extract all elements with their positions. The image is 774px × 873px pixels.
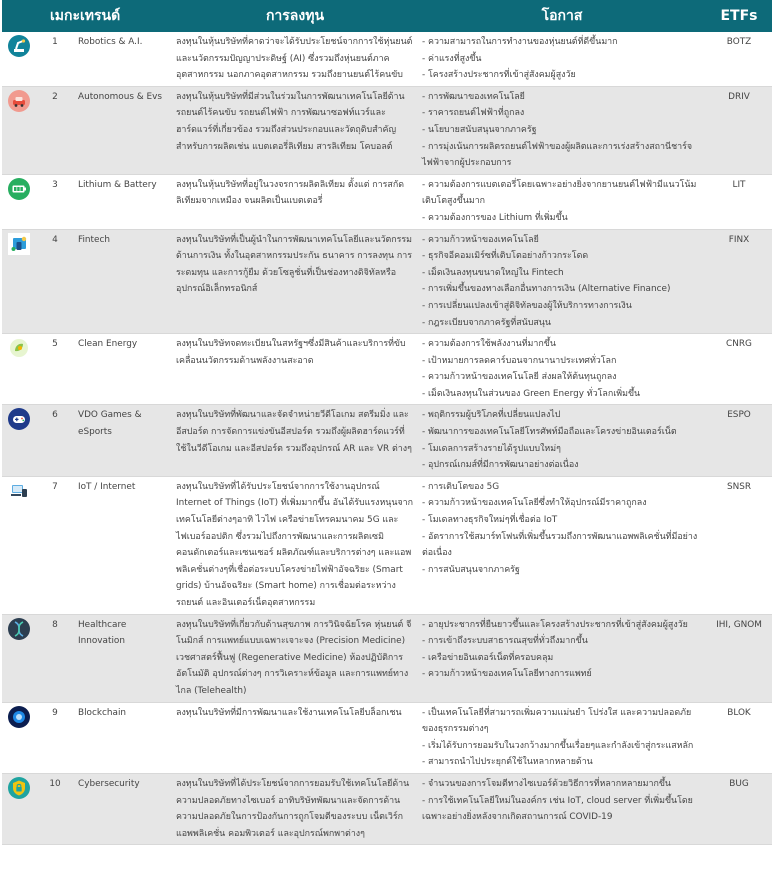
opportunity-list [422, 177, 702, 227]
row-number: 7 [36, 476, 74, 614]
opportunity-item: - เป้าหมายการลดคาร์บอนจากนานาประเทศทั่วโลก [422, 355, 617, 366]
opportunity-item: - โมเดลทางธุรกิจใหม่ๆที่เชื่อต่อ IoT [422, 515, 558, 526]
iot-devices-icon [8, 480, 30, 502]
opportunity-item: - การเติบโตของ 5G [422, 481, 500, 492]
gamepad-icon [8, 408, 30, 430]
opportunity-item: - นโยบายสนับสนุนจากภาครัฐ [422, 124, 537, 135]
opportunity-cell [418, 702, 706, 773]
opportunity-list [422, 336, 702, 402]
etf-ticker: BOTZ [706, 32, 772, 86]
opportunity-cell [418, 614, 706, 702]
table-row [2, 476, 772, 614]
header-etfs: ETFs [706, 0, 772, 32]
investment-description: ลงทุนในบริษัทที่เป็นผู้นำในการพัฒนาเทคโนโลยีและนวัตกรรมด้านการเงิน ทั้งในอุตสาหกรรมประกัน ธนาคาร การลงทุน การระดมทุน และการกู้ยืม ด้วยโซลูชั่นที่เป็นช่องทางดิจิทัลหรืออุปกรณ์อิเล็กทรอนิกส์ [172, 229, 418, 334]
opportunity-cell [418, 334, 706, 405]
opportunity-item: - ความก้าวหน้าของเทคโนโลยี [422, 234, 539, 245]
opportunity-list [422, 89, 702, 172]
opportunity-item: - กฎระเบียบจากภาครัฐที่สนับสนุน [422, 317, 551, 328]
megatrend-name: Fintech [74, 229, 172, 334]
row-icon-cell [2, 334, 36, 405]
security-lock-icon [8, 777, 30, 799]
investment-description: ลงทุนในบริษัทที่ได้ประโยชน์จากการยอมรับใช้เทคโนโลยีด้านความปลอดภัยทางไซเบอร์ อาทิบริษัทพัฒนาและจัดการด้านความปลอดภัยในการป้องกันการถูกโจมตีของระบบ เน็ตเวิร์ก แอพพลิเคชั่น คอมพิวเตอร์ และอุปกรณ์พกพาต่างๆ [172, 773, 418, 844]
etf-ticker: BUG [706, 773, 772, 844]
opportunity-item: - ความต้องการใช้พลังงานที่มากขึ้น [422, 339, 556, 350]
opportunity-cell [418, 405, 706, 476]
row-number: 1 [36, 32, 74, 86]
row-number: 2 [36, 86, 74, 174]
opportunity-item: - พฤติกรรมผู้บริโภคที่เปลี่ยนแปลงไป [422, 410, 561, 421]
header-icon-spacer [2, 0, 36, 32]
opportunity-item: - เริ่มได้รับการยอมรับในวงกว้างมากขึ้นเรื่อยๆและกำลังเข้าสู่กระแสหลัก [422, 740, 694, 751]
clean-energy-icon [8, 337, 30, 359]
opportunity-cell [418, 32, 706, 86]
opportunity-item: - การพัฒนาของเทคโนโลยี [422, 91, 525, 102]
table-row [2, 174, 772, 229]
megatrend-name: IoT / Internet [74, 476, 172, 614]
etf-ticker: IHI, GNOM [706, 614, 772, 702]
opportunity-item: - เครือข่ายอินเตอร์เน็ตที่ครอบคลุม [422, 652, 554, 663]
opportunity-list [422, 776, 702, 826]
opportunity-item: - ความก้าวหน้าของเทคโนโลยี ส่งผลให้ต้นทุนถูกลง [422, 372, 617, 383]
etf-ticker: CNRG [706, 334, 772, 405]
row-icon-cell [2, 86, 36, 174]
opportunity-list [422, 705, 702, 771]
table-row [2, 32, 772, 86]
opportunity-list [422, 479, 702, 579]
megatrend-name: Clean Energy [74, 334, 172, 405]
row-icon-cell [2, 476, 36, 614]
opportunity-item: - การเปลี่ยนแปลงเข้าสู่ดิจิทัลของผู้ให้บริการทางการเงิน [422, 300, 632, 311]
investment-description: ลงทุนในหุ้นบริษัทที่อยู่ในวงจรการผลิตลิเทียม ตั้งแต่ การสกัดลิเทียมจากเหมือง จนผลิตเป็นแบตเตอรี่ [172, 174, 418, 229]
investment-description: ลงทุนในหุ้นบริษัทที่คาดว่าจะได้รับประโยชน์จากการใช้หุ่นยนต์และนวัตกรรมปัญญาประดิษฐ์ (AI) ซึ่งรวมถึงหุ่นยนต์ภาคอุตสาหกรรม นอกภาคอุตสาหกรรม รวมถึงยานยนต์ไร้คนขับ [172, 32, 418, 86]
investment-description: ลงทุนในบริษัทที่ได้รับประโยชน์จากการใช้งานอุปกรณ์ Internet of Things (IoT) ที่เพิ่มมากขึ้น อันได้รับแรงหนุนจากเทคโนโลยีต่างๆอาทิ ไวไฟ เครือข่ายโทรคมนาคม 5G และไฟเบอร์ออปติก ซึ่งรวมไปถึงการพัฒนาและการผลิตเซมิคอนดักเตอร์และเซนเซอร์ ผลิตภัณฑ์และบริการต่างๆ และแอพพลิเคชั่นต่างๆที่เชื่อต่อระบบโครงข่ายไฟฟ้าอัจฉริยะ (Smart grids) บ้านอัจฉริยะ (Smart home) การเชื่อมต่อระหว่างรถยนต์ และอินเตอร์เน็ตอุตสาหกรรม [172, 476, 418, 614]
row-number: 5 [36, 334, 74, 405]
investment-description: ลงทุนในหุ้นบริษัทที่มีส่วนในร่วมในการพัฒนาเทคโนโลยีด้านรถยนต์ไร้คนขับ รถยนต์ไฟฟ้า การพัฒนาซอฟท์แวร์และฮาร์ดแวร์ที่เกี่ยวข้อง รวมถึงส่วนประกอบและวัตถุดิบสำคัญสำหรับการผลิตเช่น แบตเตอรี่ลิเทียม สารลิเทียม โคบอลต์ [172, 86, 418, 174]
opportunity-cell [418, 229, 706, 334]
investment-description: ลงทุนในบริษัทที่มีการพัฒนาและใช้งานเทคโนโลยีบล็อกเชน [172, 702, 418, 773]
row-number: 4 [36, 229, 74, 334]
investment-description: ลงทุนในบริษัทที่เกี่ยวกับด้านสุขภาพ การวินิจฉัยโรค หุ่นยนต์ จีโนมิกส์ การแพทย์แบบเฉพาะเจาะจง (Precision Medicine) เวชศาสตร์ฟื้นฟู (Regenerative Medicine) ห้องปฏิบัติการอัตโนมัติ อุปกรณ์ต่างๆ การวิเคราะห์ข้อมูล และการแพทย์ทางไกล (Telehealth) [172, 614, 418, 702]
opportunity-cell [418, 476, 706, 614]
etf-ticker: ESPO [706, 405, 772, 476]
opportunity-item: - โครงสร้างประชากรที่เข้าสู่สังคมผู้สูงวัย [422, 70, 576, 81]
opportunity-item: - การสนับสนุนจากภาครัฐ [422, 564, 520, 575]
megatrend-name: Blockchain [74, 702, 172, 773]
etf-ticker: FINX [706, 229, 772, 334]
header-row [2, 0, 772, 32]
table-row [2, 614, 772, 702]
table-row [2, 702, 772, 773]
megatrend-name: Cybersecurity [74, 773, 172, 844]
megatrend-name: Lithium & Battery [74, 174, 172, 229]
opportunity-item: - ค่าแรงที่สูงขึ้น [422, 53, 482, 64]
opportunity-item: - โมเดลการสร้างรายได้รูปแบบใหม่ๆ [422, 443, 561, 454]
row-icon-cell [2, 32, 36, 86]
row-number: 3 [36, 174, 74, 229]
opportunity-item: - ราคารถยนต์ไฟฟ้าที่ถูกลง [422, 108, 525, 119]
opportunity-list [422, 34, 702, 84]
blockchain-icon [8, 706, 30, 728]
opportunity-item: - อายุประชากรที่ยืนยาวขึ้นและโครงสร้างประชากรที่เข้าสู่สังคมผู้สูงวัย [422, 619, 688, 630]
header-opportunity: โอกาส [418, 0, 706, 32]
battery-icon [8, 178, 30, 200]
megatrend-name: Autonomous & Evs [74, 86, 172, 174]
megatrend-table [2, 0, 772, 845]
row-icon-cell [2, 773, 36, 844]
opportunity-list [422, 407, 702, 473]
megatrend-name: Healthcare Innovation [74, 614, 172, 702]
etf-ticker: DRIV [706, 86, 772, 174]
row-icon-cell [2, 614, 36, 702]
opportunity-item: - อุปกรณ์เกมส์ที่มีการพัฒนาอย่างต่อเนื่อง [422, 460, 579, 471]
table-row [2, 334, 772, 405]
opportunity-list [422, 232, 702, 332]
opportunity-item: - เม็ดเงินลงทุนขนาดใหญ่ใน Fintech [422, 267, 564, 278]
opportunity-item: - การใช้เทคโนโลยีใหม่ในองค์กร เช่น IoT, cloud server ที่เพิ่มขึ้นโดยเฉพาะอย่างยิ่งหลังจากเกิดสถานการณ์ COVID-19 [422, 795, 693, 823]
opportunity-item: - การเข้าถึงระบบสาธารณสุขที่ทั่วถึงมากขึ้น [422, 636, 588, 647]
opportunity-item: - ความก้าวหน้าของเทคโนโลยีซึ่งทำให้อุปกรณ์มีราคาถูกลง [422, 498, 647, 509]
table-row [2, 773, 772, 844]
opportunity-cell [418, 773, 706, 844]
opportunity-item: - เม็ดเงินลงทุนในส่วนของ Green Energy ทั่วโลกเพิ่มขึ้น [422, 388, 641, 399]
opportunity-item: - การเพิ่มขึ้นของทางเลือกอื่นทางการเงิน (Alternative Finance) [422, 284, 671, 295]
table-row [2, 405, 772, 476]
row-icon-cell [2, 174, 36, 229]
row-number: 6 [36, 405, 74, 476]
electric-car-icon [8, 90, 30, 112]
opportunity-cell [418, 174, 706, 229]
opportunity-item: - ความต้องการของ Lithium ที่เพิ่มขึ้น [422, 212, 568, 223]
opportunity-item: - สามารถนำไปประยุกต์ใช้ในหลากหลายด้าน [422, 757, 593, 768]
row-icon-cell [2, 405, 36, 476]
opportunity-item: - ความก้าวหน้าของเทคโนโลยีทางการแพทย์ [422, 669, 592, 680]
header-theme: เมกะเทรนด์ [36, 0, 172, 32]
opportunity-item: - ธุรกิจอีคอมเมิร์ซที่เติบโตอย่างก้าวกระโดด [422, 251, 589, 262]
opportunity-cell [418, 86, 706, 174]
etf-ticker: BLOK [706, 702, 772, 773]
opportunity-item: - ความสามารถในการทำงานของหุ่นยนต์ที่ดีขึ้นมาก [422, 37, 618, 47]
megatrend-name: VDO Games & eSports [74, 405, 172, 476]
table-row [2, 86, 772, 174]
header-investment: การลงทุน [172, 0, 418, 32]
opportunity-item: - จำนวนของการโจมตีทางไซเบอร์ด้วยวิธีการที่หลากหลายมากขึ้น [422, 778, 671, 789]
row-icon-cell [2, 702, 36, 773]
opportunity-list [422, 617, 702, 683]
row-number: 8 [36, 614, 74, 702]
row-number: 9 [36, 702, 74, 773]
robot-arm-icon [8, 35, 30, 57]
megatrend-name: Robotics & A.I. [74, 32, 172, 86]
investment-description: ลงทุนในบริษัทที่พัฒนาและจัดจำหน่ายวีดีโอเกม สตรีมมิ่ง และอีสปอร์ต การจัดการแข่งขันอีสปอร์ต รวมถึงผู้ผลิตฮาร์ดแวร์ที่ใช้ในวีดีโอเกม และอีสปอร์ต รวมถึงอุปกรณ์ AR และ VR ต่างๆ [172, 405, 418, 476]
investment-description: ลงทุนในบริษัทจดทะเบียนในสหรัฐฯซึ่งมีสินค้าและบริการที่ขับเคลื่อนนวัตกรรมด้านพลังงานสะอาด [172, 334, 418, 405]
etf-ticker: SNSR [706, 476, 772, 614]
table-row [2, 229, 772, 334]
mobile-payment-icon [8, 233, 30, 255]
row-number: 10 [36, 773, 74, 844]
row-icon-cell [2, 229, 36, 334]
opportunity-item: - ความต้องการแบตเตอรี่โดยเฉพาะอย่างยิ่งจากยานยนต์ไฟฟ้ามีแนวโน้มเติบโตสูงขึ้นมาก [422, 179, 697, 207]
opportunity-item: - เป็นเทคโนโลยีที่สามารถเพิ่มความแม่นยำ โปร่งใส และความปลอดภัยของธุรกรรมต่างๆ [422, 707, 692, 735]
opportunity-item: - อัตราการใช้สมาร์ทโฟนที่เพิ่มขึ้นรวมถึงการพัฒนาแอพพลิเคชั่นที่มีอย่างต่อเนื่อง [422, 531, 698, 559]
opportunity-item: - พัฒนาการของเทคโนโลยีโทรศัพท์มือถือและโครงข่ายอินเตอร์เน็ต [422, 427, 677, 438]
dna-icon [8, 618, 30, 640]
opportunity-item: - การมุ่งเน้นการผลิตรถยนต์ไฟฟ้าของผู้ผลิตและการเร่งสร้างสถานีชาร์จไฟฟ้าจากผู้ประกอบการ [422, 141, 693, 169]
etf-ticker: LIT [706, 174, 772, 229]
